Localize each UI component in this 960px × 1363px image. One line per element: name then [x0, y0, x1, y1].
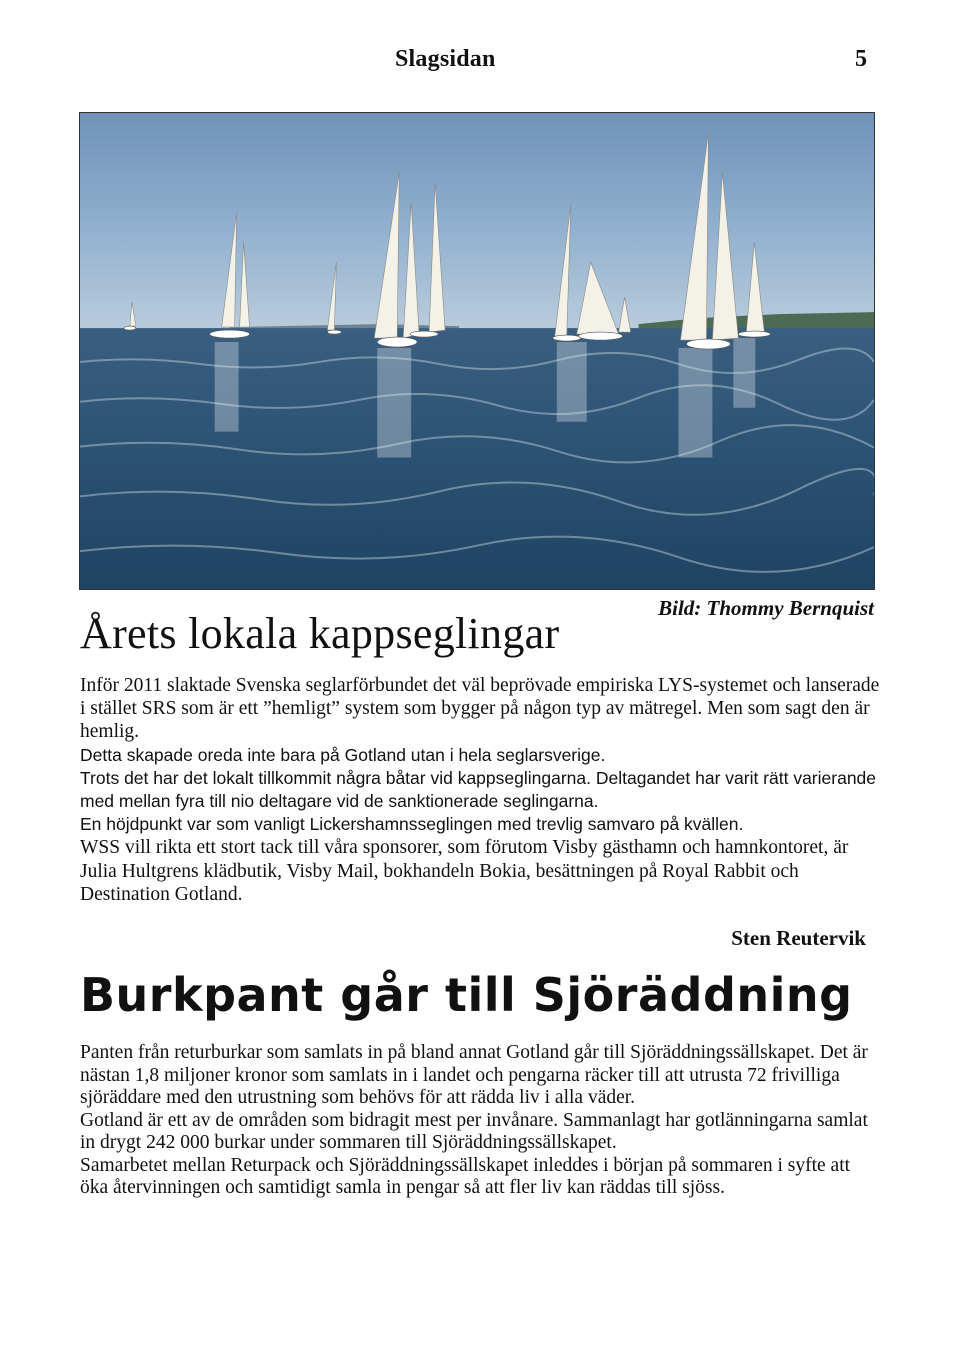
article-paragraph: WSS vill rikta ett stort tack till våra sponsorer, som förutom Visby gästhamn och hamnkontoret, är Julia Hultgrens klädbutik, Visby Mail, bokhandeln Bokia, besättningen på Royal Rabbit och Destination Gotland.	[80, 837, 849, 905]
article-paragraph: Samarbetet mellan Returpack och Sjöräddningssällskapet inleddes i början på sommaren i syfte att öka återvinningen och samtidigt samla in pengar så att fler liv kan räddas till sjöss.	[80, 1154, 851, 1198]
article-body	[80, 674, 880, 906]
photo-caption: Bild: Thommy Bernquist	[658, 596, 874, 620]
article-paragraph: Trots det har det lokalt tillkommit några båtar vid kappseglingarna. Deltagandet har varit rätt varierande med mellan fyra till nio deltagare vid de sanktionerade seglingarna.	[80, 767, 877, 812]
article-paragraph: Inför 2011 slaktade Svenska seglarförbundet det väl beprövade empiriska LYS-systemet och lanserade i stället SRS som är ett ”hemligt” system som bygger på någon typ av mätregel. Men som sagt den är hemlig.	[80, 675, 880, 743]
page-header-title: Slagsidan	[395, 46, 496, 72]
article-paragraph: Gotland är ett av de områden som bidragit mest per invånare. Sammanlagt har gotlänningarna samlat in drygt 242 000 burkar under sommaren till Sjöräddningssällskapet.	[80, 1109, 868, 1153]
article-paragraph: Detta skapade oreda inte bara på Gotland utan i hela seglarsverige.	[80, 744, 606, 765]
article-headline-2: Burkpant går till Sjöräddning	[80, 968, 853, 1022]
article-paragraph: En höjdpunkt var som vanligt Lickershamnsseglingen med trevlig samvaro på kvällen.	[80, 814, 744, 835]
page-number: 5	[855, 46, 867, 72]
article-paragraph: Panten från returburkar som samlats in på bland annat Gotland går till Sjöräddningssällskapet. Det är nästan 1,8 miljoner kronor som samlats in i landet och pengarna räcker till att utrusta 72 frivilliga sjöräddare med den utrustning som behövs för att rädda liv i alla väder.	[80, 1042, 868, 1108]
article-body-2	[80, 1042, 875, 1200]
article-headline: Årets lokala kappseglingar	[80, 609, 560, 658]
article-byline: Sten Reutervik	[731, 926, 866, 950]
sailing-photo	[79, 112, 875, 590]
